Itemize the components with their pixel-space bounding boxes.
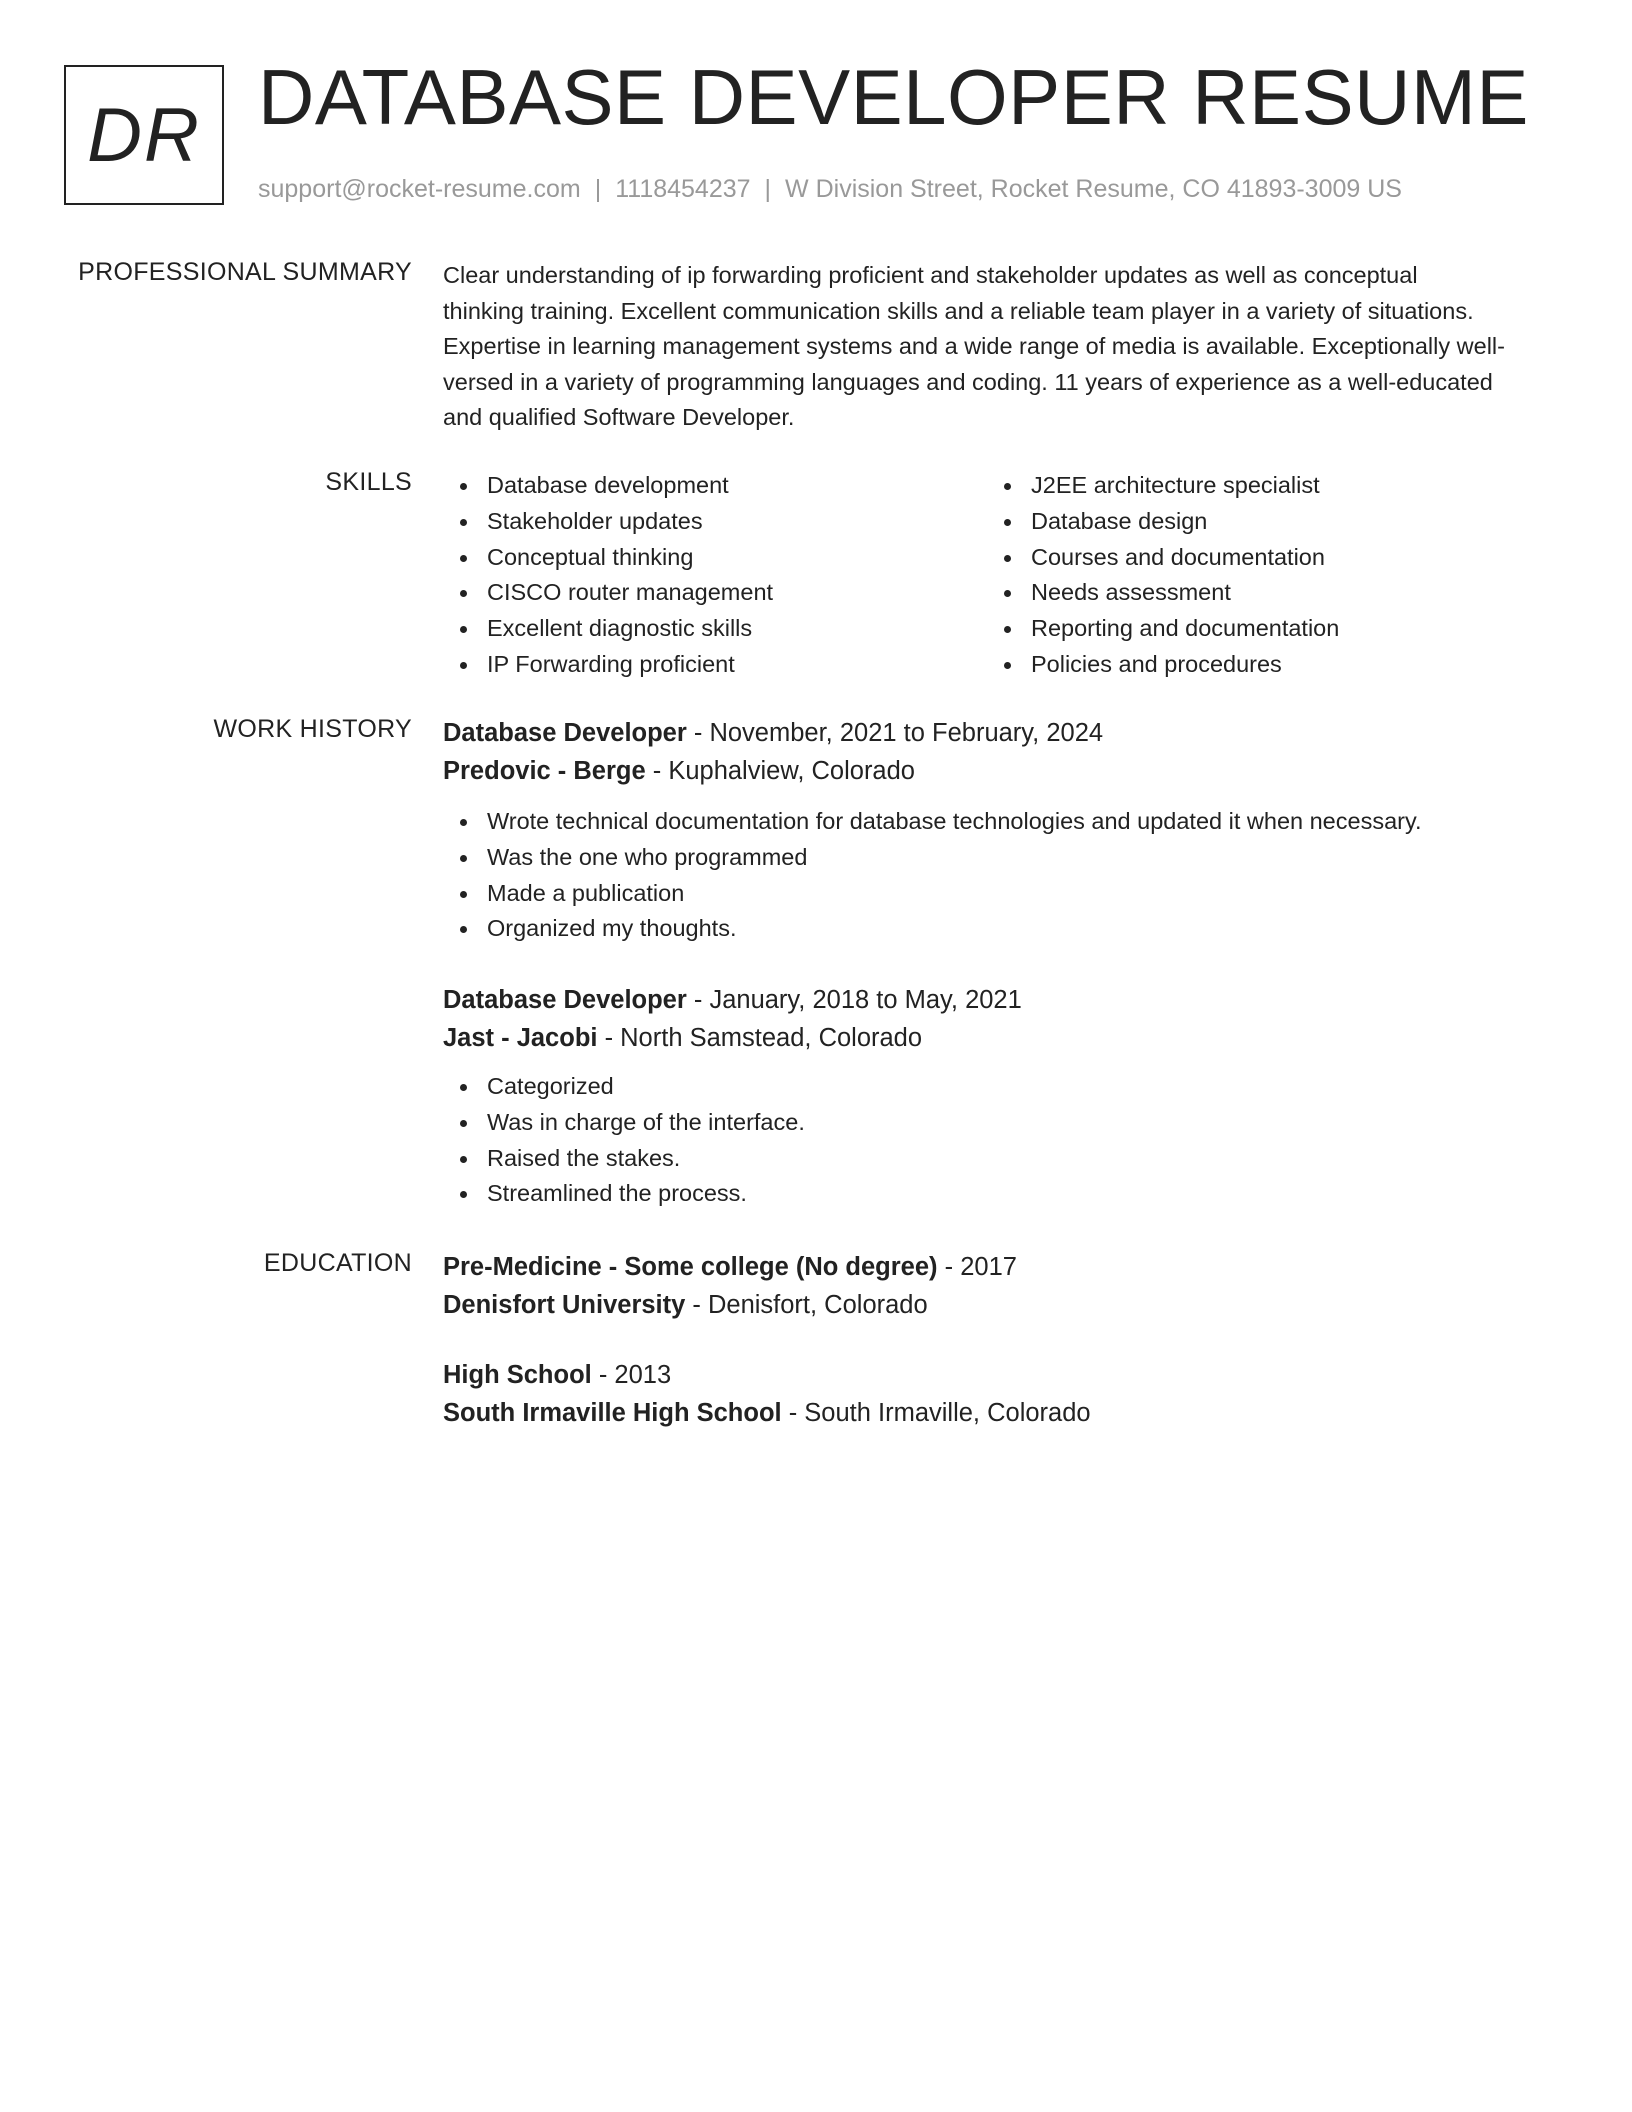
education-heading [443, 1248, 1017, 1286]
contact-email: support@rocket-resume.com [258, 175, 581, 203]
skill-item: CISCO router management [443, 575, 773, 611]
skill-item: Reporting and documentation [987, 611, 1339, 647]
job-bullet: Raised the stakes. [443, 1141, 1022, 1177]
education-school: South Irmaville High School [443, 1399, 782, 1427]
contact-separator: | [764, 175, 772, 203]
skills-list-right [987, 468, 1339, 683]
job-company-line [443, 1019, 1022, 1057]
job-bullet: Organized my thoughts. [443, 911, 1422, 947]
job-title: Database Developer [443, 986, 687, 1014]
page-title: DATABASE DEVELOPER RESUME [258, 53, 1529, 141]
contact-phone: 1118454237 [615, 175, 751, 203]
skill-item: Conceptual thinking [443, 540, 773, 576]
monogram-badge [64, 65, 224, 205]
education-degree: High School [443, 1361, 592, 1389]
skill-item: Database design [987, 504, 1339, 540]
skill-item: Stakeholder updates [443, 504, 773, 540]
job-bullet: Was the one who programmed [443, 840, 1422, 876]
job-bullet: Wrote technical documentation for database technologies and updated it when necessary. [443, 804, 1422, 840]
skill-item: Courses and documentation [987, 540, 1339, 576]
job-dates: - January, 2018 to May, 2021 [686, 986, 1022, 1014]
job-location: - Kuphalview, Colorado [645, 757, 915, 785]
summary-line: Clear understanding of ip forwarding proficient and stakeholder updates as well as conceptual [443, 262, 1418, 288]
job-location: - North Samstead, Colorado [597, 1024, 923, 1052]
job-company-line [443, 752, 1422, 790]
monogram-text: DR [87, 92, 201, 178]
contact-separator: | [594, 175, 602, 203]
section-label-skills: SKILLS [325, 468, 412, 496]
summary-line: thinking training. Excellent communication skills and a reliable team player in a variety of situations. [443, 297, 1474, 324]
education-degree: Pre-Medicine - Some college (No degree) [443, 1253, 938, 1281]
summary-line: and qualified Software Developer. [443, 404, 795, 431]
skill-item: Database development [443, 468, 773, 504]
education-heading [443, 1356, 1091, 1394]
job-entry [443, 714, 1422, 947]
skill-item: Policies and procedures [987, 647, 1339, 683]
skills-list-left [443, 468, 773, 683]
skill-item: Needs assessment [987, 575, 1339, 611]
education-year: - 2017 [937, 1253, 1017, 1281]
summary-text [443, 258, 1558, 436]
contact-address: W Division Street, Rocket Resume, CO 41893-3009 US [785, 175, 1402, 203]
work-history-body [443, 714, 1558, 1214]
job-heading [443, 981, 1022, 1019]
education-school-line [443, 1286, 1017, 1324]
job-title: Database Developer [443, 719, 687, 747]
job-bullet: Streamlined the process. [443, 1176, 1022, 1212]
skill-item: J2EE architecture specialist [987, 468, 1339, 504]
summary-line: versed in a variety of programming languages and coding. 11 years of experience as a well-educated [443, 368, 1493, 395]
contact-line [258, 175, 1402, 204]
education-location: - Denisfort, Colorado [685, 1291, 928, 1319]
education-body [443, 1248, 1558, 1448]
section-label-summary: PROFESSIONAL SUMMARY [78, 258, 412, 286]
job-entry [443, 981, 1022, 1212]
job-dates: - November, 2021 to February, 2024 [686, 719, 1104, 747]
job-company: Predovic - Berge [443, 757, 646, 785]
education-year: - 2013 [591, 1361, 672, 1389]
skills-body [443, 468, 1558, 688]
skill-item: Excellent diagnostic skills [443, 611, 773, 647]
education-location: - South Irmaville, Colorado [781, 1399, 1091, 1427]
section-label-education: EDUCATION [263, 1249, 412, 1277]
job-bullets [443, 804, 1422, 947]
job-bullets [443, 1069, 1022, 1212]
job-heading [443, 714, 1422, 752]
education-entry [443, 1356, 1091, 1432]
education-school-line [443, 1394, 1091, 1432]
job-company: Jast - Jacobi [443, 1024, 598, 1052]
education-school: Denisfort University [443, 1291, 686, 1319]
job-bullet: Made a publication [443, 876, 1422, 912]
job-bullet: Was in charge of the interface. [443, 1105, 1022, 1141]
section-label-work-history: WORK HISTORY [213, 715, 412, 743]
job-bullet: Categorized [443, 1069, 1022, 1105]
skill-item: IP Forwarding proficient [443, 647, 773, 683]
summary-line: Expertise in learning management systems and a wide range of media is available. Exceptionally well- [443, 333, 1505, 360]
education-entry [443, 1248, 1017, 1324]
